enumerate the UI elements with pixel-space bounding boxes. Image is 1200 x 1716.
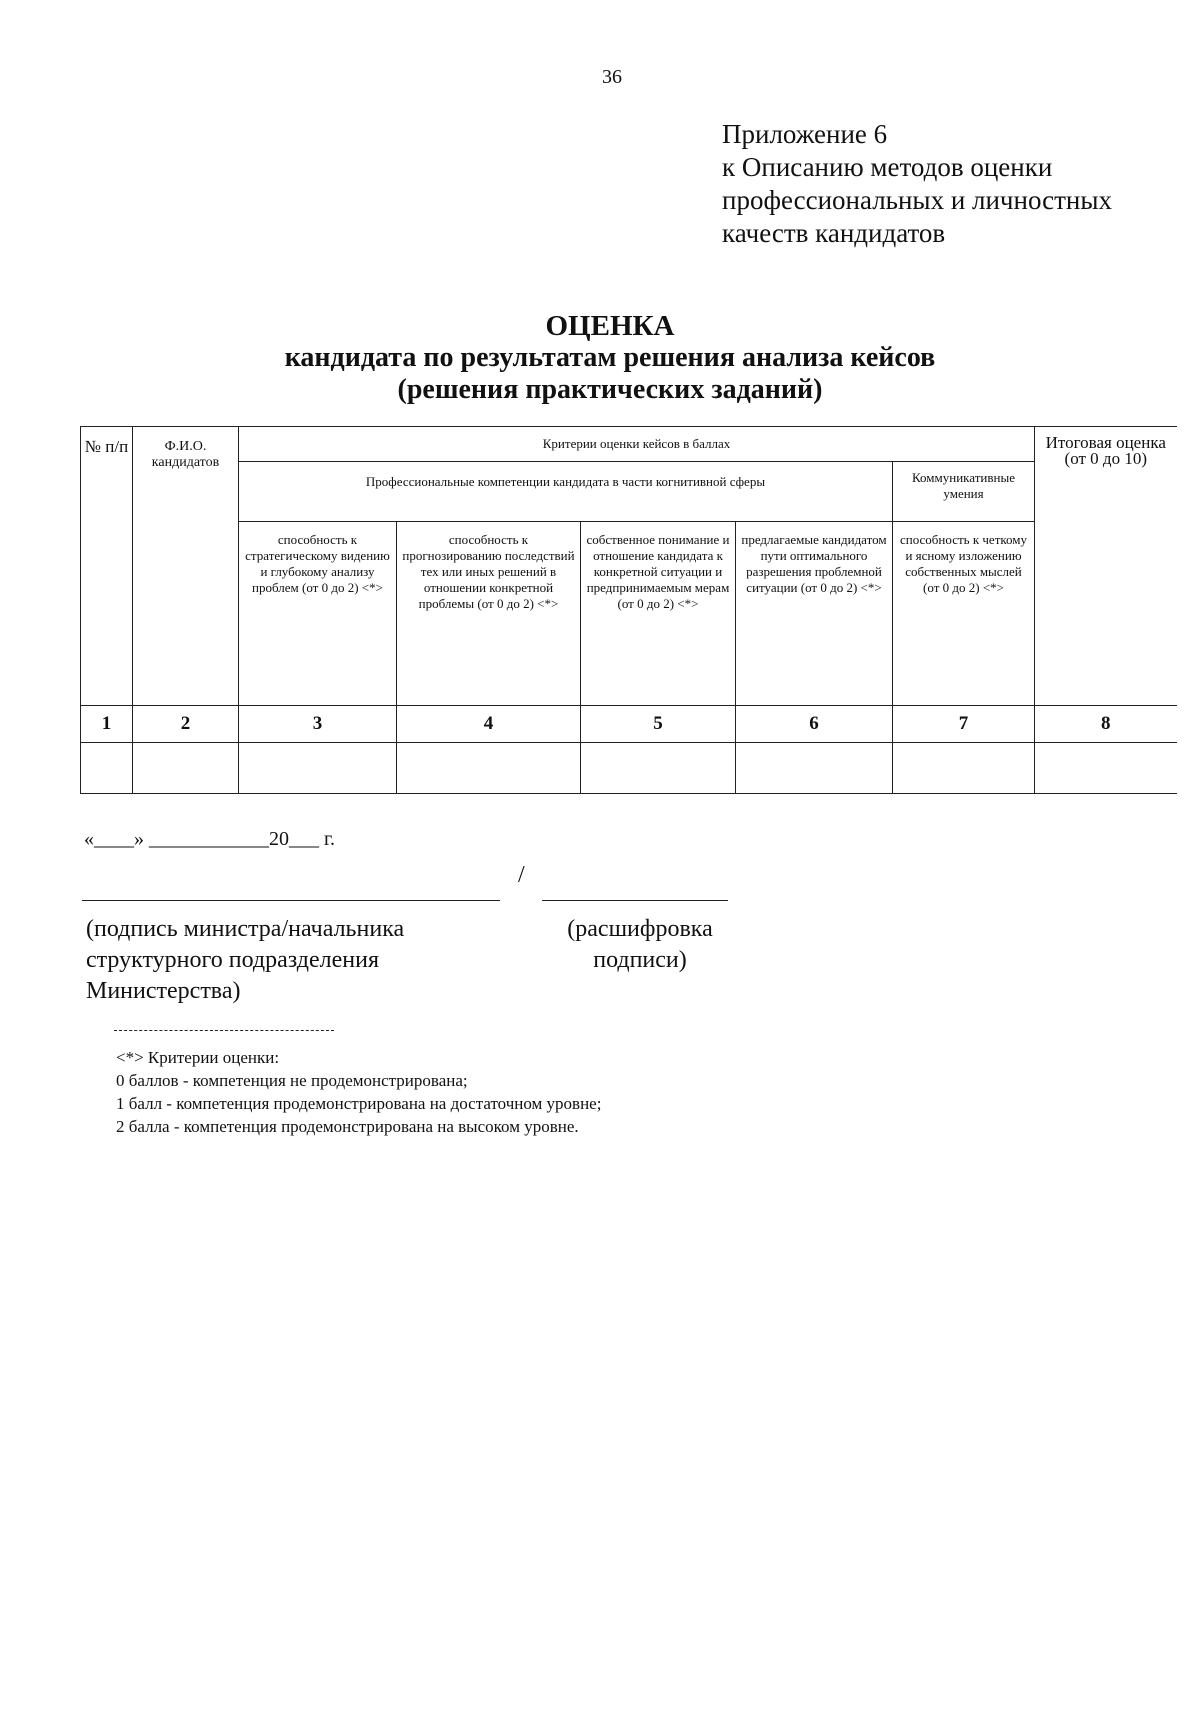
column-number: 7 [893, 706, 1035, 743]
criterion-cell: собственное понимание и отношение кандидата к конкретной ситуации и предпринимаемым мерам (от 0 до 2) <*> [581, 522, 736, 706]
blank-cell[interactable] [239, 743, 397, 794]
page-number: 36 [602, 66, 622, 88]
document-title [260, 310, 960, 406]
footnote-divider [114, 1030, 334, 1031]
column-number: 3 [239, 706, 397, 743]
appendix-line: к Описанию методов оценки [722, 152, 1053, 182]
caption-line: (расшифровка [567, 916, 713, 942]
column-number: 2 [133, 706, 239, 743]
header-number: № п/п [81, 427, 133, 706]
column-number: 6 [736, 706, 893, 743]
date-line: «____» ____________20___ г. [84, 828, 335, 850]
blank-cell[interactable] [1035, 743, 1177, 794]
signature-decoding-line [542, 900, 728, 901]
caption-line: подписи) [593, 947, 687, 973]
criterion-cell: предлагаемые кандидатом пути оптимального разрешения проблемной ситуации (от 0 до 2) <*> [736, 522, 893, 706]
blank-cell[interactable] [133, 743, 239, 794]
criterion-cell: способность к четкому и ясному изложению собственных мыслей (от 0 до 2) <*> [893, 522, 1035, 706]
blank-cell[interactable] [81, 743, 133, 794]
column-number: 4 [397, 706, 581, 743]
title-line-3: (решения практических заданий) [397, 374, 823, 405]
signature-caption [86, 914, 486, 1007]
column-number: 5 [581, 706, 736, 743]
criterion-cell: способность к прогнозированию последствий тех или иных решений в отношении конкретной проблемы (от 0 до 2) <*> [397, 522, 581, 706]
header-criteria: Критерии оценки кейсов в баллах [239, 427, 1035, 462]
footnote-line: 2 балла - компетенция продемонстрирована на высоком уровне. [116, 1117, 579, 1136]
signature-line [82, 900, 500, 901]
title-line-2: кандидата по результатам решения анализа кейсов [284, 342, 936, 373]
blank-cell[interactable] [581, 743, 736, 794]
caption-line: (подпись министра/начальника [86, 916, 405, 942]
title-line-1: ОЦЕНКА [545, 310, 675, 342]
footnote-line: 1 балл - компетенция продемонстрирована на достаточном уровне; [116, 1094, 602, 1113]
caption-line: Министерства) [86, 978, 241, 1004]
appendix-line: профессиональных и личностных [722, 185, 1113, 215]
signature-slash: / [518, 862, 525, 888]
appendix-line: качеств кандидатов [722, 218, 946, 248]
footnote-line: 0 баллов - компетенция не продемонстрирована; [116, 1071, 468, 1090]
blank-cell[interactable] [893, 743, 1035, 794]
header-communicative: Коммуникативные умения [893, 462, 1035, 522]
header-total: Итоговая оценка (от 0 до 10) [1035, 427, 1177, 706]
appendix-header [722, 118, 1162, 250]
header-fio: Ф.И.О. кандидатов [133, 427, 239, 706]
footnote [116, 1046, 916, 1138]
blank-cell[interactable] [736, 743, 893, 794]
column-number: 8 [1035, 706, 1177, 743]
caption-line: структурного подразделения [86, 947, 380, 973]
assessment-table [80, 426, 1177, 794]
appendix-line: Приложение 6 [722, 119, 888, 149]
header-professional: Профессиональные компетенции кандидата в части когнитивной сферы [239, 462, 893, 522]
criterion-cell: способность к стратегическому видению и глубокому анализу проблем (от 0 до 2) <*> [239, 522, 397, 706]
decoding-caption [540, 914, 740, 976]
blank-cell[interactable] [397, 743, 581, 794]
footnote-line: <*> Критерии оценки: [116, 1048, 280, 1067]
column-number: 1 [81, 706, 133, 743]
